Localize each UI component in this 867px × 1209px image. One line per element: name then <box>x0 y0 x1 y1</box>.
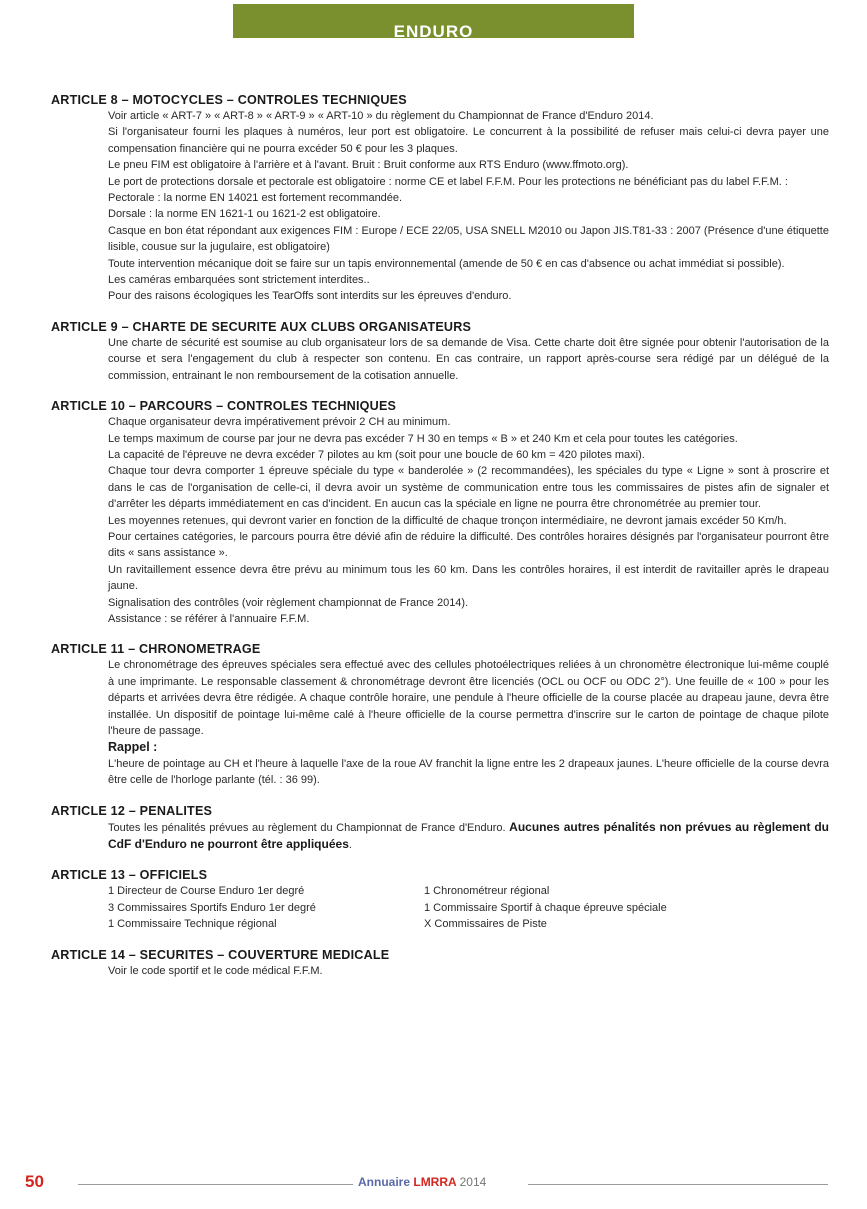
rappel-label: Rappel : <box>108 740 158 755</box>
official-item: 1 Directeur de Course Enduro 1er degré <box>108 885 305 898</box>
article-14 <box>51 947 829 979</box>
footer-brand: LMRRA <box>413 1175 457 1189</box>
paragraph: L'heure de pointage au CH et l'heure à laquelle l'axe de la roue AV franchit la ligne entre les 2 drapeaux jaunes. L'heure officielle de la course devra être celle de l'horloge parlante (tél. : 36 99). <box>108 757 829 787</box>
page-content <box>51 92 829 993</box>
paragraph: Pectorale : la norme EN 14021 est fortement recommandée. <box>108 192 403 205</box>
paragraph: Voir article « ART-7 » « ART-8 » « ART-9 » « ART-10 » du règlement du Championnat de France d'Enduro 2014. <box>108 110 654 122</box>
officials-list <box>108 883 829 932</box>
article-10 <box>51 398 829 627</box>
paragraph: Dorsale : la norme EN 1621-1 ou 1621-2 est obligatoire. <box>108 208 381 221</box>
article-title: ARTICLE 11 – CHRONOMETRAGE <box>51 642 261 657</box>
penalties-text: Toutes les pénalités prévues au règlement du Championnat de France d'Enduro. <box>108 821 510 834</box>
footer-rule-left <box>78 1184 353 1185</box>
article-12 <box>51 803 829 854</box>
article-body <box>108 657 829 788</box>
article-9 <box>51 319 829 384</box>
paragraph: Les moyennes retenues, qui devront varier en fonction de la difficulté de chaque tronçon intermédiaire, ne devront jamais excéder 50 Km/h. <box>108 514 787 527</box>
article-11 <box>51 641 829 788</box>
paragraph: Assistance : se référer à l'annuaire F.F.M. <box>108 612 310 625</box>
article-title: ARTICLE 9 – CHARTE DE SECURITE AUX CLUBS ORGANISATEURS <box>51 319 472 334</box>
paragraph: La capacité de l'épreuve ne devra excéder 7 pilotes au km (soit pour une boucle de 60 km = 420 pilotes maxi). <box>108 448 645 461</box>
official-item: 1 Chronométreur régional <box>424 885 550 898</box>
paragraph: Voir le code sportif et le code médical F.F.M. <box>108 964 323 977</box>
article-body <box>108 108 829 305</box>
page-number: 50 <box>25 1172 44 1191</box>
article-body <box>108 335 829 384</box>
paragraph: Si l'organisateur fourni les plaques à numéros, leur port est obligatoire. Le concurrent à la possibilité de refuser mais celui-ci devra payer une compensation financière qui ne pourra excéder 50 € pour les 3 plaques. <box>108 126 829 155</box>
article-body <box>108 963 829 979</box>
article-13 <box>51 867 829 932</box>
section-header-band <box>233 4 634 38</box>
official-item: 3 Commissaires Sportifs Enduro 1er degré <box>108 901 316 914</box>
article-title: ARTICLE 10 – PARCOURS – CONTROLES TECHNIQUES <box>51 399 397 414</box>
paragraph: Le chronométrage des épreuves spéciales sera effectué avec des cellules photoélectriques reliées à un chronomètre électronique lui-même couplé à une imprimante. Le responsable classement & chronométrage devront être licenciés (OCL ou OCF ou ODC 2°). Une feuille de « 100 » pour les départs et arrivées devra être rédigée. A chaque contrôle horaire, une pendule à l'heure officielle de la course placée au drapeau jaune, devra être installée. Un dispositif de pointage lui-même calé à l'heure officielle de la course permettra d'inscrire sur le carton de pointage de chaque pilote l'heure de passage. <box>108 659 829 737</box>
paragraph: Les caméras embarquées sont strictement interdites.. <box>108 274 370 287</box>
paragraph: Casque en bon état répondant aux exigences FIM : Europe / ECE 22/05, USA SNELL M2010 ou Japon JIS.T81-33 : 2007 (Présence d'une étiquette lisible, cousue sur la jugulaire, est obligatoire) <box>108 224 829 254</box>
paragraph: Chaque organisateur devra impérativement prévoir 2 CH au minimum. <box>108 416 451 429</box>
official-item: 1 Commissaire Sportif à chaque épreuve spéciale <box>424 901 667 914</box>
paragraph: Chaque tour devra comporter 1 épreuve spéciale du type « banderolée » (2 recommandées), les spéciales du type « Ligne » sont à proscrire et dans le cas de l'organisation de celle-ci, il devra avoir un système de communication entre tous les commissaires de pistes afin de signaler et d'arrêter les départs immédiatement en cas d'incident. En aucun cas la spéciale en ligne ne pourra être chronométrée au premier tour. <box>108 465 829 511</box>
paragraph: Signalisation des contrôles (voir règlement championnat de France 2014). <box>108 596 469 609</box>
paragraph: Un ravitaillement essence devra être prévu au minimum tous les 60 km. Dans les contrôles horaires, il est interdit de ravitailler après le drapeau jaune. <box>108 563 829 593</box>
article-title: ARTICLE 8 – MOTOCYCLES – CONTROLES TECHNIQUES <box>51 93 407 107</box>
penalties-bold-text: Aucunes autres pénalités non prévues au règlement du CdF d'Enduro ne pourront être appliquées <box>108 819 829 852</box>
paragraph: Pour des raisons écologiques les TearOffs sont interdits sur les épreuves d'enduro. <box>108 290 512 303</box>
penalties-end: . <box>348 839 352 852</box>
official-item: 1 Commissaire Technique régional <box>108 918 277 931</box>
paragraph: Le temps maximum de course par jour ne devra pas excéder 7 H 30 en temps « B » et 240 Km et cela pour toutes les catégories. <box>108 432 738 445</box>
article-title: ARTICLE 13 – OFFICIELS <box>51 868 208 883</box>
footer-year: 2014 <box>459 1175 487 1189</box>
footer-rule-right <box>528 1184 828 1185</box>
article-8 <box>51 92 829 305</box>
article-body <box>108 414 829 627</box>
page-footer <box>0 1170 867 1200</box>
paragraph: Le pneu FIM est obligatoire à l'arrière et à l'avant. Bruit : Bruit conforme aux RTS Enduro (www.ffmoto.org). <box>108 159 629 172</box>
article-title: ARTICLE 14 – SECURITES – COUVERTURE MEDICALE <box>51 947 390 962</box>
paragraph: Une charte de sécurité est soumise au club organisateur lors de sa demande de Visa. Cette charte doit être signée pour obtenir l'autorisation de la course et sera l'engagement du club à respecter son contenu. En cas contraire, un rapport après-course sera rédigé par un délégué de la commission, entrainant le non remboursement de la cotisation annuelle. <box>108 336 829 382</box>
article-body <box>108 819 829 854</box>
paragraph: Toute intervention mécanique doit se faire sur un tapis environnemental (amende de 50 € en cas d'absence ou achat immédiat si possible). <box>108 257 785 270</box>
official-item: X Commissaires de Piste <box>424 918 547 931</box>
paragraph: Pour certaines catégories, le parcours pourra être dévié afin de réduire la difficulté. Des contrôles horaires désignés par l'organisateur pourront être dits « sans assistance ». <box>108 530 829 560</box>
footer-publication <box>358 1175 486 1189</box>
footer-annuaire: Annuaire <box>358 1175 411 1189</box>
section-title: ENDURO <box>393 22 474 38</box>
article-title: ARTICLE 12 – PENALITES <box>51 803 213 818</box>
paragraph: Le port de protections dorsale et pectorale est obligatoire : norme CE et label F.F.M. Pour les protections ne bénéficiant pas du label F.F.M. : <box>108 175 788 188</box>
paragraph <box>108 819 829 854</box>
